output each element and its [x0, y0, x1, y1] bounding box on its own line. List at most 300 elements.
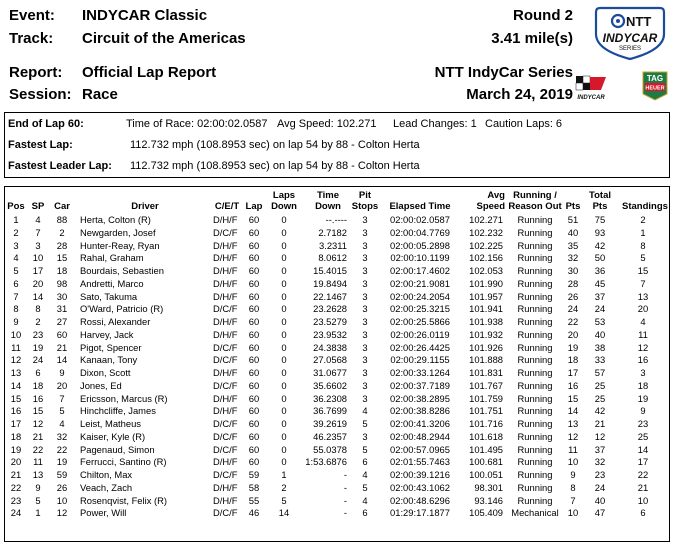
col-avg-1: Avg — [487, 190, 505, 201]
cell-elapsed: 01:29:17.1877 — [390, 507, 450, 519]
cell-pts: 51 — [567, 214, 579, 225]
cell-pit-stops: 4 — [362, 494, 368, 506]
cell-pit-stops: 3 — [362, 239, 368, 251]
cell-lap: 60 — [248, 341, 260, 353]
cell-sp: 23 — [32, 328, 44, 340]
cell-total-pts: 42 — [594, 405, 606, 417]
cell-elapsed: 02:00:48.6296 — [390, 494, 450, 506]
fastest-lap-label: Fastest Lap: — [8, 139, 73, 151]
cell-avg-speed: 98.301 — [474, 481, 503, 493]
cell-pos: 11 — [11, 341, 21, 353]
cell-lap: 60 — [248, 290, 260, 302]
cell-sp: 19 — [32, 341, 44, 353]
cell-pts: 30 — [567, 265, 579, 276]
cell-time-down: 39.2619 — [313, 418, 347, 429]
cell-sp: 24 — [32, 354, 44, 366]
table-row — [5, 469, 669, 482]
cell-total-pts: 42 — [594, 239, 606, 251]
cell-avg-speed: 102.156 — [469, 252, 503, 264]
cell-standings: 10 — [637, 494, 649, 506]
indycar-flag-logo — [574, 74, 608, 102]
cell-standings: 20 — [637, 303, 649, 315]
table-row — [5, 303, 669, 316]
cell-driver: Andretti, Marco — [80, 277, 144, 289]
table-row — [5, 444, 669, 457]
cell-pts: 35 — [567, 239, 579, 251]
cell-avg-speed: 105.409 — [469, 507, 503, 519]
cell-sp: 22 — [32, 443, 44, 455]
cell-sp: 7 — [35, 226, 41, 238]
col-laps-down-2: Down — [271, 201, 297, 212]
cell-time-down: 36.7699 — [313, 405, 347, 417]
cell-avg-speed: 102.232 — [469, 226, 503, 238]
cell-elapsed: 02:00:29.1155 — [390, 354, 450, 366]
cell-sp: 4 — [35, 214, 41, 225]
cell-running: Running — [517, 239, 553, 251]
cell-car: 30 — [56, 290, 68, 302]
series-text: SERIES — [618, 46, 642, 52]
cell-laps-down: 0 — [281, 341, 287, 353]
cell-lap: 60 — [248, 418, 260, 429]
cell-laps-down: 0 — [281, 239, 287, 251]
heuer-text: HEUER — [645, 85, 665, 92]
cell-elapsed: 02:00:38.2895 — [390, 392, 450, 404]
cell-lap: 60 — [248, 443, 260, 455]
cell-sp: 12 — [32, 418, 44, 429]
cell-pos: 17 — [10, 418, 22, 429]
cell-total-pts: 93 — [594, 226, 606, 238]
cell-standings: 2 — [640, 214, 646, 225]
cell-running: Running — [517, 405, 553, 417]
cell-avg-speed: 101.759 — [469, 392, 503, 404]
cell-driver: Jones, Ed — [80, 379, 122, 391]
cell-car: 12 — [56, 507, 68, 519]
cell-pos: 10 — [10, 328, 22, 340]
cell-pts: 26 — [567, 290, 579, 302]
cell-standings: 4 — [640, 316, 646, 327]
cell-cet: D/C/F — [213, 226, 238, 238]
cell-pts: 8 — [570, 481, 576, 493]
cell-avg-speed: 101.938 — [469, 316, 503, 327]
cell-pos: 6 — [13, 277, 19, 289]
cell-pos: 15 — [10, 392, 22, 404]
cell-elapsed: 02:00:02.0587 — [390, 214, 450, 225]
cell-lap: 60 — [248, 265, 260, 276]
cell-pit-stops: 3 — [362, 226, 368, 238]
cell-running: Running — [517, 443, 553, 455]
cell-pts: 14 — [567, 405, 579, 417]
cell-laps-down: 0 — [281, 328, 287, 340]
cell-cet: D/H/F — [213, 214, 238, 225]
tag-heuer-logo — [641, 70, 669, 102]
cell-total-pts: 12 — [594, 430, 606, 442]
cell-total-pts: 57 — [594, 367, 606, 378]
cell-elapsed: 02:00:26.4425 — [390, 341, 450, 353]
cell-running: Running — [517, 265, 553, 276]
cell-time-down: 55.0378 — [313, 443, 347, 455]
cell-standings: 22 — [637, 469, 649, 480]
cell-sp: 13 — [32, 469, 44, 480]
cell-pos: 18 — [10, 430, 22, 442]
cell-pos: 4 — [13, 252, 19, 264]
cell-running: Running — [517, 290, 553, 302]
table-row — [5, 227, 669, 240]
cell-standings: 5 — [640, 252, 646, 264]
cell-pts: 10 — [567, 507, 579, 519]
cell-car: 60 — [56, 328, 68, 340]
cell-laps-down: 0 — [281, 316, 287, 327]
cell-laps-down: 0 — [281, 430, 287, 442]
cell-pit-stops: 3 — [362, 379, 368, 391]
cell-standings: 11 — [638, 328, 648, 340]
col-time-down-2: Down — [315, 201, 341, 212]
cell-running: Running — [517, 456, 553, 468]
cell-time-down: 1:53.6876 — [305, 456, 347, 468]
cell-lap: 60 — [248, 367, 260, 378]
cell-laps-down: 14 — [278, 507, 290, 519]
cell-sp: 3 — [35, 239, 41, 251]
cell-laps-down: 1 — [281, 469, 287, 480]
cell-pos: 5 — [13, 265, 19, 276]
session-name: Race — [82, 86, 118, 103]
cell-standings: 9 — [640, 405, 646, 417]
cell-laps-down: 0 — [281, 277, 287, 289]
cell-elapsed: 02:00:48.2944 — [390, 430, 450, 442]
cell-driver: Rahal, Graham — [80, 252, 144, 264]
cell-cet: D/H/F — [213, 252, 238, 264]
cell-driver: O'Ward, Patricio (R) — [80, 303, 164, 315]
cell-avg-speed: 101.888 — [469, 354, 503, 366]
cell-laps-down: 0 — [281, 379, 287, 391]
report-name: Official Lap Report — [82, 64, 217, 81]
cell-pit-stops: 3 — [362, 214, 368, 225]
cell-car: 88 — [56, 214, 68, 225]
track-length: 3.41 mile(s) — [491, 30, 573, 47]
cell-car: 32 — [56, 430, 68, 442]
cell-driver: Rosenqvist, Felix (R) — [80, 494, 167, 506]
col-pit-2: Stops — [351, 201, 379, 212]
cell-car: 98 — [56, 277, 68, 289]
cell-lap: 60 — [248, 456, 260, 468]
cell-pos: 3 — [13, 239, 19, 251]
cell-elapsed: 02:00:38.8286 — [390, 405, 450, 417]
cell-cet: D/C/F — [213, 341, 238, 353]
col-sp: SP — [31, 201, 45, 212]
table-row — [5, 291, 669, 304]
cell-car: 28 — [56, 239, 68, 251]
cell-car: 20 — [56, 379, 68, 391]
cell-avg-speed: 101.716 — [469, 418, 503, 429]
table-row — [5, 405, 669, 418]
cell-cet: D/H/F — [213, 456, 238, 468]
cell-cet: D/C/F — [213, 443, 238, 455]
fastest-leader-label: Fastest Leader Lap: — [8, 160, 112, 172]
table-row — [5, 278, 669, 291]
col-time-down-1: Time — [316, 190, 339, 201]
cell-car: 15 — [56, 252, 68, 264]
ntt-indycar-series-logo — [592, 4, 668, 62]
cell-pit-stops: 5 — [362, 418, 368, 429]
cell-pit-stops: 3 — [362, 316, 368, 327]
cell-elapsed: 02:00:43.1062 — [390, 481, 450, 493]
indycar-text: INDYCAR — [602, 31, 658, 45]
cell-total-pts: 24 — [594, 303, 606, 315]
cell-driver: Pagenaud, Simon — [80, 443, 155, 455]
cell-elapsed: 02:00:24.2054 — [390, 290, 450, 302]
cell-running: Running — [517, 469, 553, 480]
cell-cet: D/H/F — [213, 392, 238, 404]
event-label: Event: — [9, 7, 55, 24]
cell-car: 31 — [56, 303, 68, 315]
cell-avg-speed: 101.831 — [469, 367, 503, 378]
tag-text: TAG — [646, 74, 664, 83]
col-pts: Pts — [565, 201, 581, 212]
cell-driver: Leist, Matheus — [80, 418, 141, 429]
cell-sp: 20 — [32, 277, 44, 289]
cell-pit-stops: 3 — [362, 328, 368, 340]
cell-laps-down: 0 — [281, 290, 287, 302]
track-name: Circuit of the Americas — [82, 30, 246, 47]
cell-running: Running — [517, 226, 553, 238]
cell-pos: 16 — [10, 405, 22, 417]
cell-standings: 18 — [637, 379, 649, 391]
cell-pts: 22 — [567, 316, 579, 327]
cell-cet: D/C/F — [213, 469, 238, 480]
table-row — [5, 265, 669, 278]
cell-running: Running — [517, 252, 553, 264]
cell-laps-down: 0 — [281, 418, 287, 429]
cell-driver: Harvey, Jack — [80, 328, 134, 340]
cell-driver: Ferrucci, Santino (R) — [80, 456, 167, 468]
cell-pos: 22 — [10, 481, 22, 493]
cell-pos: 1 — [13, 214, 19, 225]
cell-elapsed: 02:00:37.7189 — [390, 379, 450, 391]
cell-laps-down: 0 — [281, 354, 287, 366]
avg-speed: Avg Speed: 102.271 — [277, 118, 377, 130]
cell-time-down: - — [343, 469, 347, 480]
cell-total-pts: 32 — [594, 456, 606, 468]
cell-standings: 12 — [637, 341, 649, 353]
table-row — [5, 495, 669, 508]
cell-laps-down: 0 — [281, 367, 287, 378]
cell-pos: 20 — [10, 456, 22, 468]
cell-car: 26 — [56, 481, 68, 493]
cell-pos: 12 — [10, 354, 22, 366]
cell-cet: D/C/F — [213, 379, 238, 391]
table-row — [5, 252, 669, 265]
cell-elapsed: 02:00:41.3206 — [390, 418, 450, 429]
cell-running: Running — [517, 341, 553, 353]
cell-laps-down: 0 — [281, 405, 287, 417]
cell-car: 2 — [59, 226, 65, 238]
cell-standings: 21 — [637, 481, 649, 493]
cell-standings: 19 — [637, 392, 649, 404]
cell-standings: 3 — [640, 367, 646, 378]
cell-laps-down: 0 — [281, 214, 287, 225]
cell-elapsed: 02:00:57.0965 — [390, 443, 450, 455]
cell-elapsed: 02:00:26.0119 — [390, 328, 450, 340]
cell-time-down: 36.2308 — [313, 392, 347, 404]
col-total-2: Pts — [592, 201, 608, 212]
cell-standings: 15 — [637, 265, 649, 276]
race-summary — [4, 112, 670, 178]
cell-cet: D/C/F — [213, 354, 238, 366]
cell-pos: 13 — [10, 367, 22, 378]
cell-pos: 8 — [13, 303, 19, 315]
cell-time-down: 35.6602 — [313, 379, 347, 391]
cell-total-pts: 36 — [594, 265, 606, 276]
table-row — [5, 418, 669, 431]
cell-pts: 32 — [567, 252, 579, 264]
cell-elapsed: 02:00:25.3215 — [390, 303, 450, 315]
cell-pts: 24 — [567, 303, 579, 315]
cell-time-down: 3.2311 — [319, 239, 347, 251]
cell-car: 5 — [59, 405, 65, 417]
indycar-small-text: INDYCAR — [577, 95, 605, 101]
cell-avg-speed: 101.957 — [469, 290, 503, 302]
cell-standings: 7 — [640, 277, 646, 289]
cell-time-down: 2.7182 — [318, 226, 347, 238]
cell-pos: 23 — [10, 494, 22, 506]
cell-lap: 55 — [248, 494, 260, 506]
cell-avg-speed: 102.225 — [469, 239, 503, 251]
cell-standings: 16 — [637, 354, 649, 366]
cell-avg-speed: 93.146 — [474, 494, 503, 506]
cell-pts: 11 — [568, 443, 578, 455]
col-driver: Driver — [131, 201, 159, 212]
cell-total-pts: 25 — [594, 379, 606, 391]
cell-lap: 58 — [248, 481, 260, 493]
cell-total-pts: 75 — [594, 214, 606, 225]
caution-laps: Caution Laps: 6 — [485, 118, 563, 130]
cell-running: Running — [517, 214, 553, 225]
report-label: Report: — [9, 64, 63, 81]
table-row — [5, 316, 669, 329]
cell-total-pts: 47 — [594, 507, 606, 519]
cell-avg-speed: 100.681 — [469, 456, 503, 468]
cell-pts: 7 — [570, 494, 576, 506]
cell-avg-speed: 101.926 — [469, 341, 503, 353]
track-label: Track: — [9, 30, 54, 47]
cell-elapsed: 02:00:25.5866 — [390, 316, 450, 327]
cell-lap: 60 — [248, 392, 260, 404]
cell-avg-speed: 101.618 — [469, 430, 503, 442]
cell-laps-down: 0 — [281, 392, 287, 404]
cell-total-pts: 38 — [594, 341, 606, 353]
cell-time-down: 15.4015 — [313, 265, 347, 276]
cell-cet: D/H/F — [213, 277, 238, 289]
cell-pit-stops: 3 — [362, 354, 368, 366]
cell-cet: D/H/F — [213, 481, 238, 493]
cell-elapsed: 02:00:33.1264 — [390, 367, 450, 378]
cell-driver: Kanaan, Tony — [80, 354, 138, 366]
cell-sp: 2 — [35, 316, 41, 327]
cell-running: Running — [517, 392, 553, 404]
cell-sp: 18 — [32, 379, 44, 391]
cell-laps-down: 5 — [281, 494, 287, 506]
cell-standings: 13 — [637, 290, 649, 302]
cell-sp: 1 — [35, 507, 41, 519]
cell-lap: 60 — [248, 277, 260, 289]
cell-pit-stops: 3 — [362, 290, 368, 302]
cell-sp: 10 — [32, 252, 44, 264]
cell-avg-speed: 102.053 — [469, 265, 503, 276]
cell-lap: 60 — [248, 354, 260, 366]
cell-cet: D/H/F — [213, 265, 238, 276]
table-row — [5, 380, 669, 393]
cell-elapsed: 02:00:05.2898 — [390, 239, 450, 251]
cell-standings: 14 — [637, 443, 649, 455]
cell-pts: 15 — [567, 392, 579, 404]
table-row — [5, 329, 669, 342]
cell-standings: 1 — [640, 226, 646, 238]
table-row — [5, 214, 669, 227]
cell-lap: 46 — [248, 507, 260, 519]
table-row — [5, 482, 669, 495]
cell-avg-speed: 102.271 — [469, 214, 503, 225]
cell-lap: 60 — [248, 405, 260, 417]
cell-running: Running — [517, 354, 553, 366]
cell-running: Running — [517, 430, 553, 442]
cell-car: 10 — [56, 494, 68, 506]
cell-total-pts: 33 — [594, 354, 606, 366]
results-table — [4, 186, 670, 542]
cell-driver: Dixon, Scott — [80, 367, 131, 378]
cell-car: 59 — [56, 469, 68, 480]
cell-driver: Power, Will — [80, 507, 127, 519]
cell-pit-stops: 3 — [362, 367, 368, 378]
cell-pos: 2 — [13, 226, 19, 238]
cell-laps-down: 0 — [281, 226, 287, 238]
cell-laps-down: 0 — [281, 456, 287, 468]
cell-running: Running — [517, 418, 553, 429]
cell-pit-stops: 3 — [362, 430, 368, 442]
cell-driver: Chilton, Max — [80, 469, 133, 480]
cell-cet: D/C/F — [213, 507, 238, 519]
cell-time-down: 23.5279 — [313, 316, 347, 327]
cell-pit-stops: 3 — [362, 252, 368, 264]
cell-pts: 17 — [567, 367, 579, 378]
cell-cet: D/H/F — [213, 328, 238, 340]
cell-laps-down: 0 — [281, 265, 287, 276]
race-date: March 24, 2019 — [466, 86, 573, 103]
cell-time-down: 46.2357 — [313, 430, 347, 442]
cell-standings: 6 — [640, 507, 646, 519]
cell-pos: 14 — [10, 379, 22, 391]
cell-cet: D/H/F — [213, 367, 238, 378]
cell-time-down: - — [343, 494, 347, 506]
cell-pts: 40 — [567, 226, 579, 238]
cell-time-down: 8.0612 — [318, 252, 347, 264]
cell-running: Running — [517, 481, 553, 493]
cell-pts: 19 — [567, 341, 579, 353]
cell-cet: D/C/F — [213, 303, 238, 315]
cell-pts: 20 — [567, 328, 579, 340]
cell-pit-stops: 6 — [362, 507, 368, 519]
cell-car: 27 — [56, 316, 68, 327]
col-cet: C/E/T — [214, 201, 240, 212]
cell-pit-stops: 5 — [362, 481, 368, 493]
cell-pit-stops: 4 — [362, 469, 368, 480]
cell-sp: 15 — [32, 405, 44, 417]
cell-sp: 5 — [35, 494, 41, 506]
cell-avg-speed: 101.932 — [469, 328, 503, 340]
cell-lap: 60 — [248, 252, 260, 264]
cell-time-down: 31.0677 — [313, 367, 347, 378]
cell-running: Running — [517, 328, 553, 340]
cell-sp: 8 — [35, 303, 41, 315]
cell-elapsed: 02:01:55.7463 — [390, 456, 450, 468]
